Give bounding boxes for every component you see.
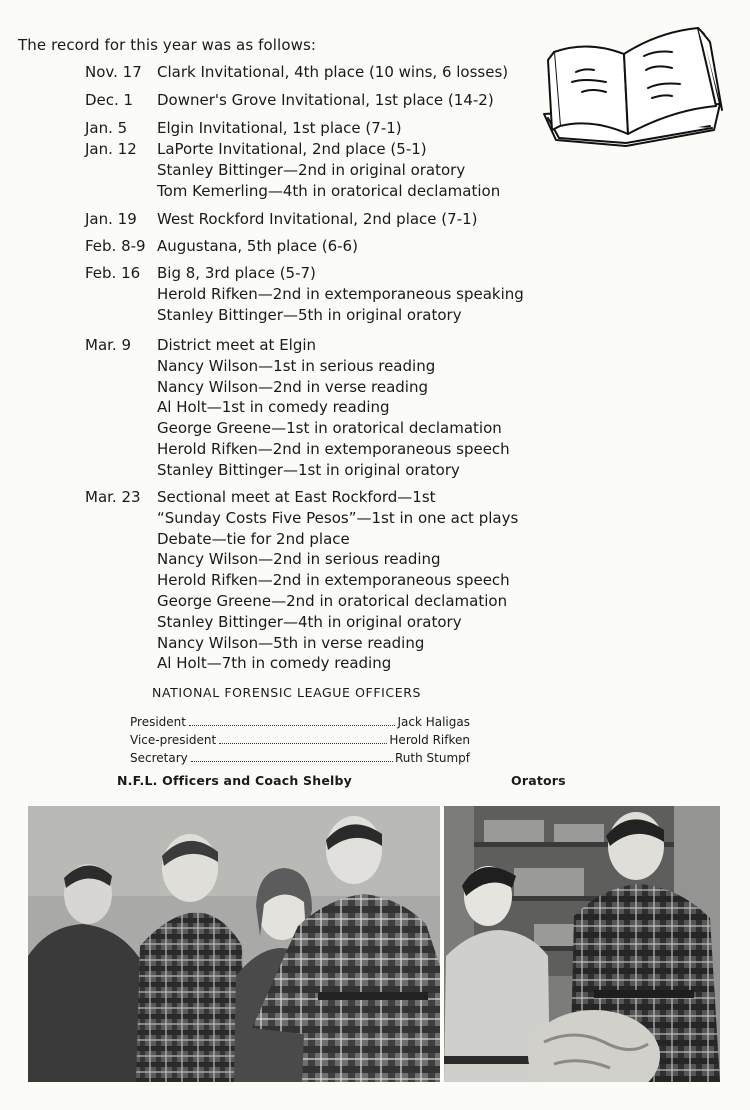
record-event: Sectional meet at East Rockford—1st bbox=[157, 488, 436, 506]
leader-dots bbox=[191, 760, 393, 762]
record-result: Stanley Bittinger—2nd in original oratory bbox=[157, 160, 466, 179]
intro-text: The record for this year was as follows: bbox=[18, 36, 317, 54]
record-event: Elgin Invitational, 1st place (7-1) bbox=[157, 119, 402, 137]
officer-name: Jack Haligas bbox=[397, 715, 470, 729]
record-result: Herold Rifken—2nd in extemporaneous speech bbox=[157, 571, 510, 590]
record-result: Stanley Bittinger—1st in original oratory bbox=[157, 460, 460, 479]
record-result: Stanley Bittinger—5th in original oratory bbox=[157, 305, 462, 324]
open-book-icon bbox=[526, 22, 728, 152]
officer-row-vice-president bbox=[130, 731, 470, 747]
record-result: Herold Rifken—2nd in extemporaneous speech bbox=[157, 440, 510, 458]
record-result: Nancy Wilson—2nd in serious reading bbox=[157, 550, 441, 569]
record-result: Debate—tie for 2nd place bbox=[157, 529, 350, 548]
record-result: Nancy Wilson—2nd in verse reading bbox=[157, 377, 428, 396]
leader-dots bbox=[219, 742, 387, 744]
record-date: Feb. 16 bbox=[85, 264, 141, 282]
leader-dots bbox=[189, 724, 395, 726]
photo-nfl-officers bbox=[28, 806, 440, 1082]
record-date: Feb. 8-9 bbox=[85, 237, 146, 255]
record-event: West Rockford Invitational, 2nd place (7-1) bbox=[157, 210, 478, 228]
officer-role: President bbox=[130, 715, 186, 729]
record-date: Dec. 1 bbox=[85, 91, 134, 109]
record-result: Herold Rifken—2nd in extemporaneous speaking bbox=[157, 284, 524, 303]
nfl-officers-heading: NATIONAL FORENSIC LEAGUE OFFICERS bbox=[152, 685, 422, 700]
record-event: Big 8, 3rd place (5-7) bbox=[157, 264, 316, 282]
officer-row-president bbox=[130, 713, 470, 729]
record-date: Jan. 19 bbox=[85, 210, 137, 228]
officer-role: Secretary bbox=[130, 751, 188, 765]
record-result: Al Holt—7th in comedy reading bbox=[157, 654, 392, 673]
officer-row-secretary bbox=[130, 749, 470, 765]
record-result: Nancy Wilson—5th in verse reading bbox=[157, 633, 425, 652]
caption-officers-photo: N.F.L. Officers and Coach Shelby bbox=[117, 773, 353, 788]
record-result: George Greene—1st in oratorical declamation bbox=[157, 419, 502, 438]
record-result: Nancy Wilson—1st in serious reading bbox=[157, 356, 436, 375]
record-event: Downer's Grove Invitational, 1st place (14-2) bbox=[157, 91, 494, 109]
record-event: Clark Invitational, 4th place (10 wins, 6 losses) bbox=[157, 63, 509, 81]
record-date: Mar. 9 bbox=[85, 336, 132, 354]
record-date: Jan. 5 bbox=[85, 119, 128, 137]
photo-orators bbox=[444, 806, 720, 1082]
record-result: Stanley Bittinger—4th in original oratory bbox=[157, 612, 462, 631]
record-date: Nov. 17 bbox=[85, 63, 142, 81]
officer-name: Herold Rifken bbox=[389, 733, 470, 747]
record-date: Mar. 23 bbox=[85, 488, 141, 506]
record-event: Augustana, 5th place (6-6) bbox=[157, 237, 358, 255]
record-result: George Greene—2nd in oratorical declamation bbox=[157, 592, 508, 610]
record-event: LaPorte Invitational, 2nd place (5-1) bbox=[157, 140, 427, 158]
caption-orators-photo: Orators bbox=[511, 773, 566, 788]
officer-role: Vice-president bbox=[130, 733, 217, 747]
record-result: “Sunday Costs Five Pesos”—1st in one act plays bbox=[157, 508, 519, 527]
record-result: Al Holt—1st in comedy reading bbox=[157, 398, 390, 417]
officer-name: Ruth Stumpf bbox=[395, 751, 470, 765]
record-date: Jan. 12 bbox=[85, 140, 137, 158]
record-result: Tom Kemerling—4th in oratorical declamation bbox=[157, 181, 501, 200]
record-event: District meet at Elgin bbox=[157, 336, 317, 354]
